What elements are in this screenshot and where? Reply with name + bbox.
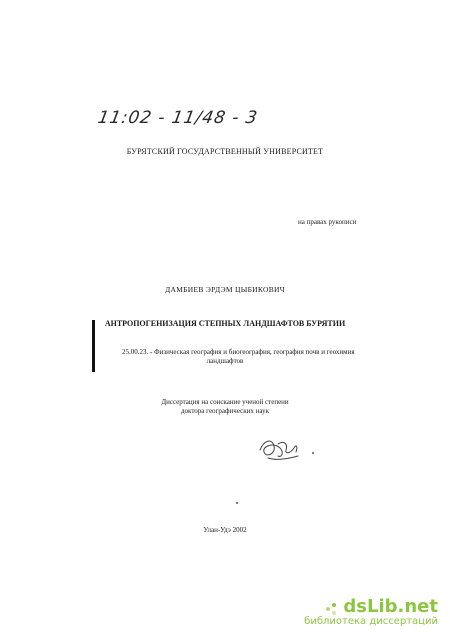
manuscript-rights: на правах рукописи xyxy=(298,218,357,226)
watermark-logo: dsLib.net xyxy=(343,596,438,617)
specialty-line-2: ландшафтов xyxy=(206,357,244,365)
handwritten-code: 11:02 - 11/48 - 3 xyxy=(96,108,260,128)
university-name: БУРЯТСКИЙ ГОСУДАРСТВЕННЫЙ УНИВЕРСИТЕТ xyxy=(126,147,324,156)
dissertation-degree-line-1: Диссертация на соискание ученой степени xyxy=(161,398,289,406)
city-year: Улан-Удэ 2002 xyxy=(203,526,247,534)
dissertation-degree-line-2: доктора географических наук xyxy=(180,407,270,415)
watermark-dot-icon xyxy=(332,611,336,615)
watermark xyxy=(248,598,438,628)
watermark-dot-icon xyxy=(332,603,336,607)
watermark-tagline: библиотека диссертаций xyxy=(304,616,438,627)
dissertation-title: АНТРОПОГЕНИЗАЦИЯ СТЕПНЫХ ЛАНДШАФТОВ БУРЯТИИ xyxy=(104,319,346,328)
author-name: ДАМБИЕВ ЭРДЭМ ЦЫБИКОВИЧ xyxy=(165,285,285,294)
scan-speck xyxy=(312,452,314,454)
specialty-line-1: 25.00.23. - Физическая география и биогеография, география почв и геохимия xyxy=(122,348,355,356)
watermark-dot-icon xyxy=(326,607,330,611)
scan-speck xyxy=(236,502,238,504)
signature-icon xyxy=(254,430,304,464)
